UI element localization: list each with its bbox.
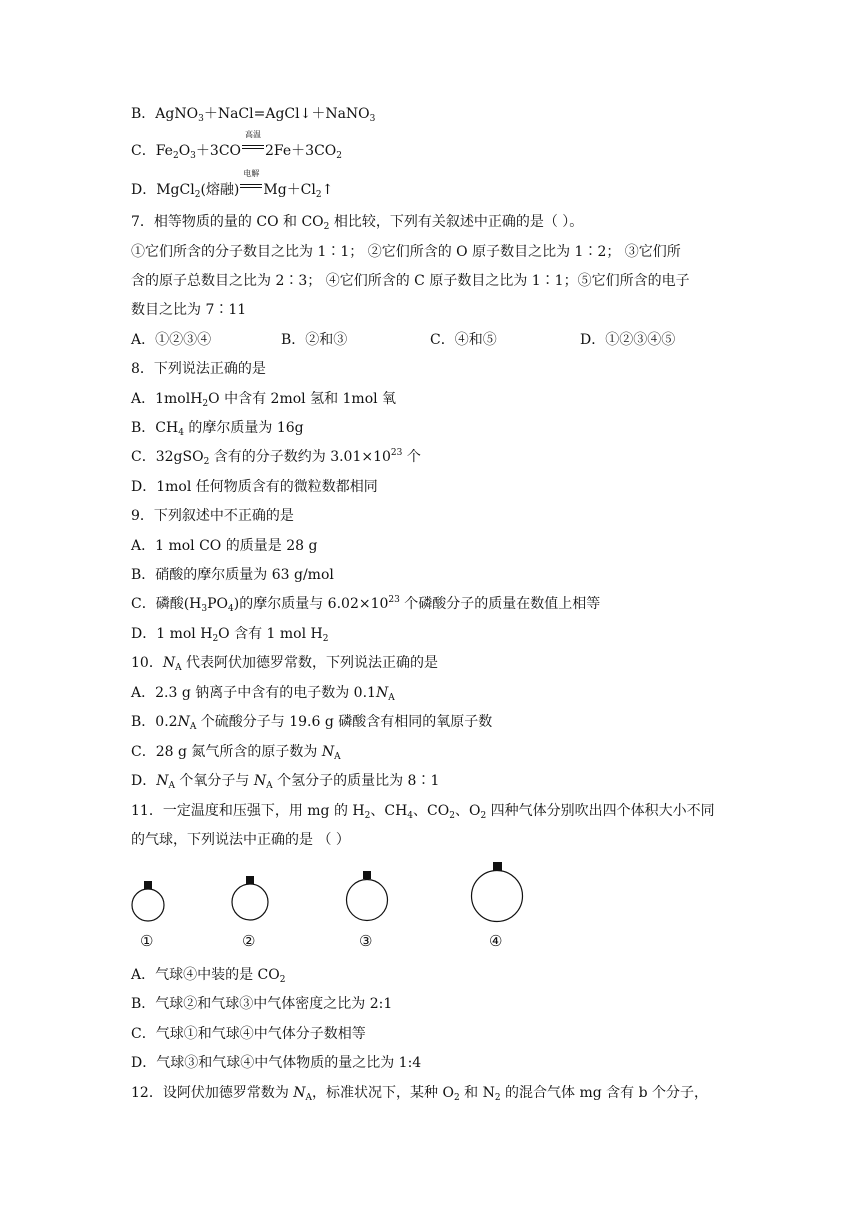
question-10: 10．$N_A$ 代表阿伏加德罗常数，下列说法正确的是 bbox=[131, 655, 439, 673]
question-7-line4: 数目之比为 7∶11 bbox=[131, 302, 247, 318]
reaction-condition: 高温 bbox=[241, 139, 265, 153]
option-c-line: C．$Fe_2O_3+3CO$ 高温 $2Fe+3CO_2$ bbox=[131, 130, 342, 161]
balloon-4 bbox=[472, 862, 523, 922]
q11-option-d: D．气球③和气球④中气体物质的量之比为 1:4 bbox=[131, 1055, 422, 1071]
q9-option-c: C．磷酸$(H_3PO_4)$的摩尔质量与 $6.02\times 10^{23}$ 个磷酸分子的质量在数值上相等 bbox=[131, 595, 601, 614]
question-7: 7．相等物质的量的 CO 和 $CO_2$ 相比较，下列有关叙述中正确的是（ ）。 bbox=[131, 214, 584, 232]
q11-option-a: A．气球④中装的是 $CO_2$ bbox=[131, 967, 286, 985]
q9-option-d: D．1 mol $H_2O$ 含有 1 mol $H_2$ bbox=[131, 626, 329, 644]
q8-option-d: D．1mol 任何物质含有的微粒数都相同 bbox=[131, 479, 378, 495]
question-8: 8．下列说法正确的是 bbox=[131, 361, 266, 377]
q9-option-b: B．硝酸的摩尔质量为 63 g/mol bbox=[131, 567, 334, 583]
q10-option-b: B．$0.2N_A$ 个硫酸分子与 19.6 g 磷酸含有相同的氧原子数 bbox=[131, 714, 493, 732]
q7-option-a: A．①②③④ bbox=[131, 332, 212, 348]
q8-option-c: C．32gSO$_2$ 含有的分子数约为 $3.01\times 10^{23}$ 个 bbox=[131, 448, 421, 467]
reaction-condition: 电解 bbox=[239, 178, 263, 192]
question-11-line2: 的气球，下列说法中正确的是 （ ） bbox=[131, 832, 350, 848]
q9-option-a: A．1 mol CO 的质量是 28 g bbox=[131, 538, 318, 554]
balloon-1 bbox=[132, 881, 164, 921]
q7-option-d: D．①②③④⑤ bbox=[580, 332, 676, 348]
question-7-line3: 含的原子总数目之比为 2∶3； ④它们所含的 C 原子数目之比为 1∶1；⑤它们所含的电子 bbox=[131, 273, 690, 289]
q10-option-c: C．28 g 氮气所含的原子数为 $N_A$ bbox=[131, 744, 341, 762]
balloon-3-label: ③ bbox=[359, 932, 373, 950]
question-7-line2: ①它们所含的分子数目之比为 1∶1； ②它们所含的 O 原子数目之比为 1∶2； ③它们所 bbox=[131, 244, 681, 260]
option-b-line: B．AgNO$_3$＋NaCl=AgCl↓＋NaNO$_3$ bbox=[131, 106, 376, 124]
q10-option-a: A．2.3 g 钠离子中含有的电子数为 $0.1N_A$ bbox=[131, 685, 395, 703]
question-11: 11．一定温度和压强下，用 mg 的 $H_2$、$CH_4$、$CO_2$、$O_2$ 四种气体分别吹出四个体积大小不同 bbox=[131, 803, 715, 821]
balloon-3 bbox=[347, 871, 388, 921]
balloon-1-label: ① bbox=[140, 932, 154, 950]
q11-option-c: C．气球①和气球④中气体分子数相等 bbox=[131, 1026, 366, 1042]
balloon-4-label: ④ bbox=[489, 932, 503, 950]
q7-option-c: C．④和⑤ bbox=[430, 332, 497, 348]
balloons-figure bbox=[120, 855, 540, 935]
q8-option-a: A．1molH$_2$O 中含有 2mol 氢和 1mol 氧 bbox=[131, 391, 397, 409]
q7-option-b: B．②和③ bbox=[281, 332, 348, 348]
question-9: 9．下列叙述中不正确的是 bbox=[131, 508, 294, 524]
q8-option-b: B．$CH_4$ 的摩尔质量为 16g bbox=[131, 420, 304, 438]
option-d-line: D．MgCl$_2$(熔融) 电解 $Mg+Cl_2↑$ bbox=[131, 169, 334, 200]
balloon-2-label: ② bbox=[242, 932, 256, 950]
q10-option-d: D．$N_A$ 个氧分子与 $N_A$ 个氢分子的质量比为 8∶1 bbox=[131, 773, 440, 791]
question-12: 12．设阿伏加德罗常数为 $N_A$，标准状况下，某种 $O_2$ 和 $N_2$ 的混合气体 mg 含有 b 个分子， bbox=[131, 1085, 709, 1103]
q11-option-b: B．气球②和气球③中气体密度之比为 2:1 bbox=[131, 996, 393, 1012]
balloon-2 bbox=[232, 876, 268, 920]
